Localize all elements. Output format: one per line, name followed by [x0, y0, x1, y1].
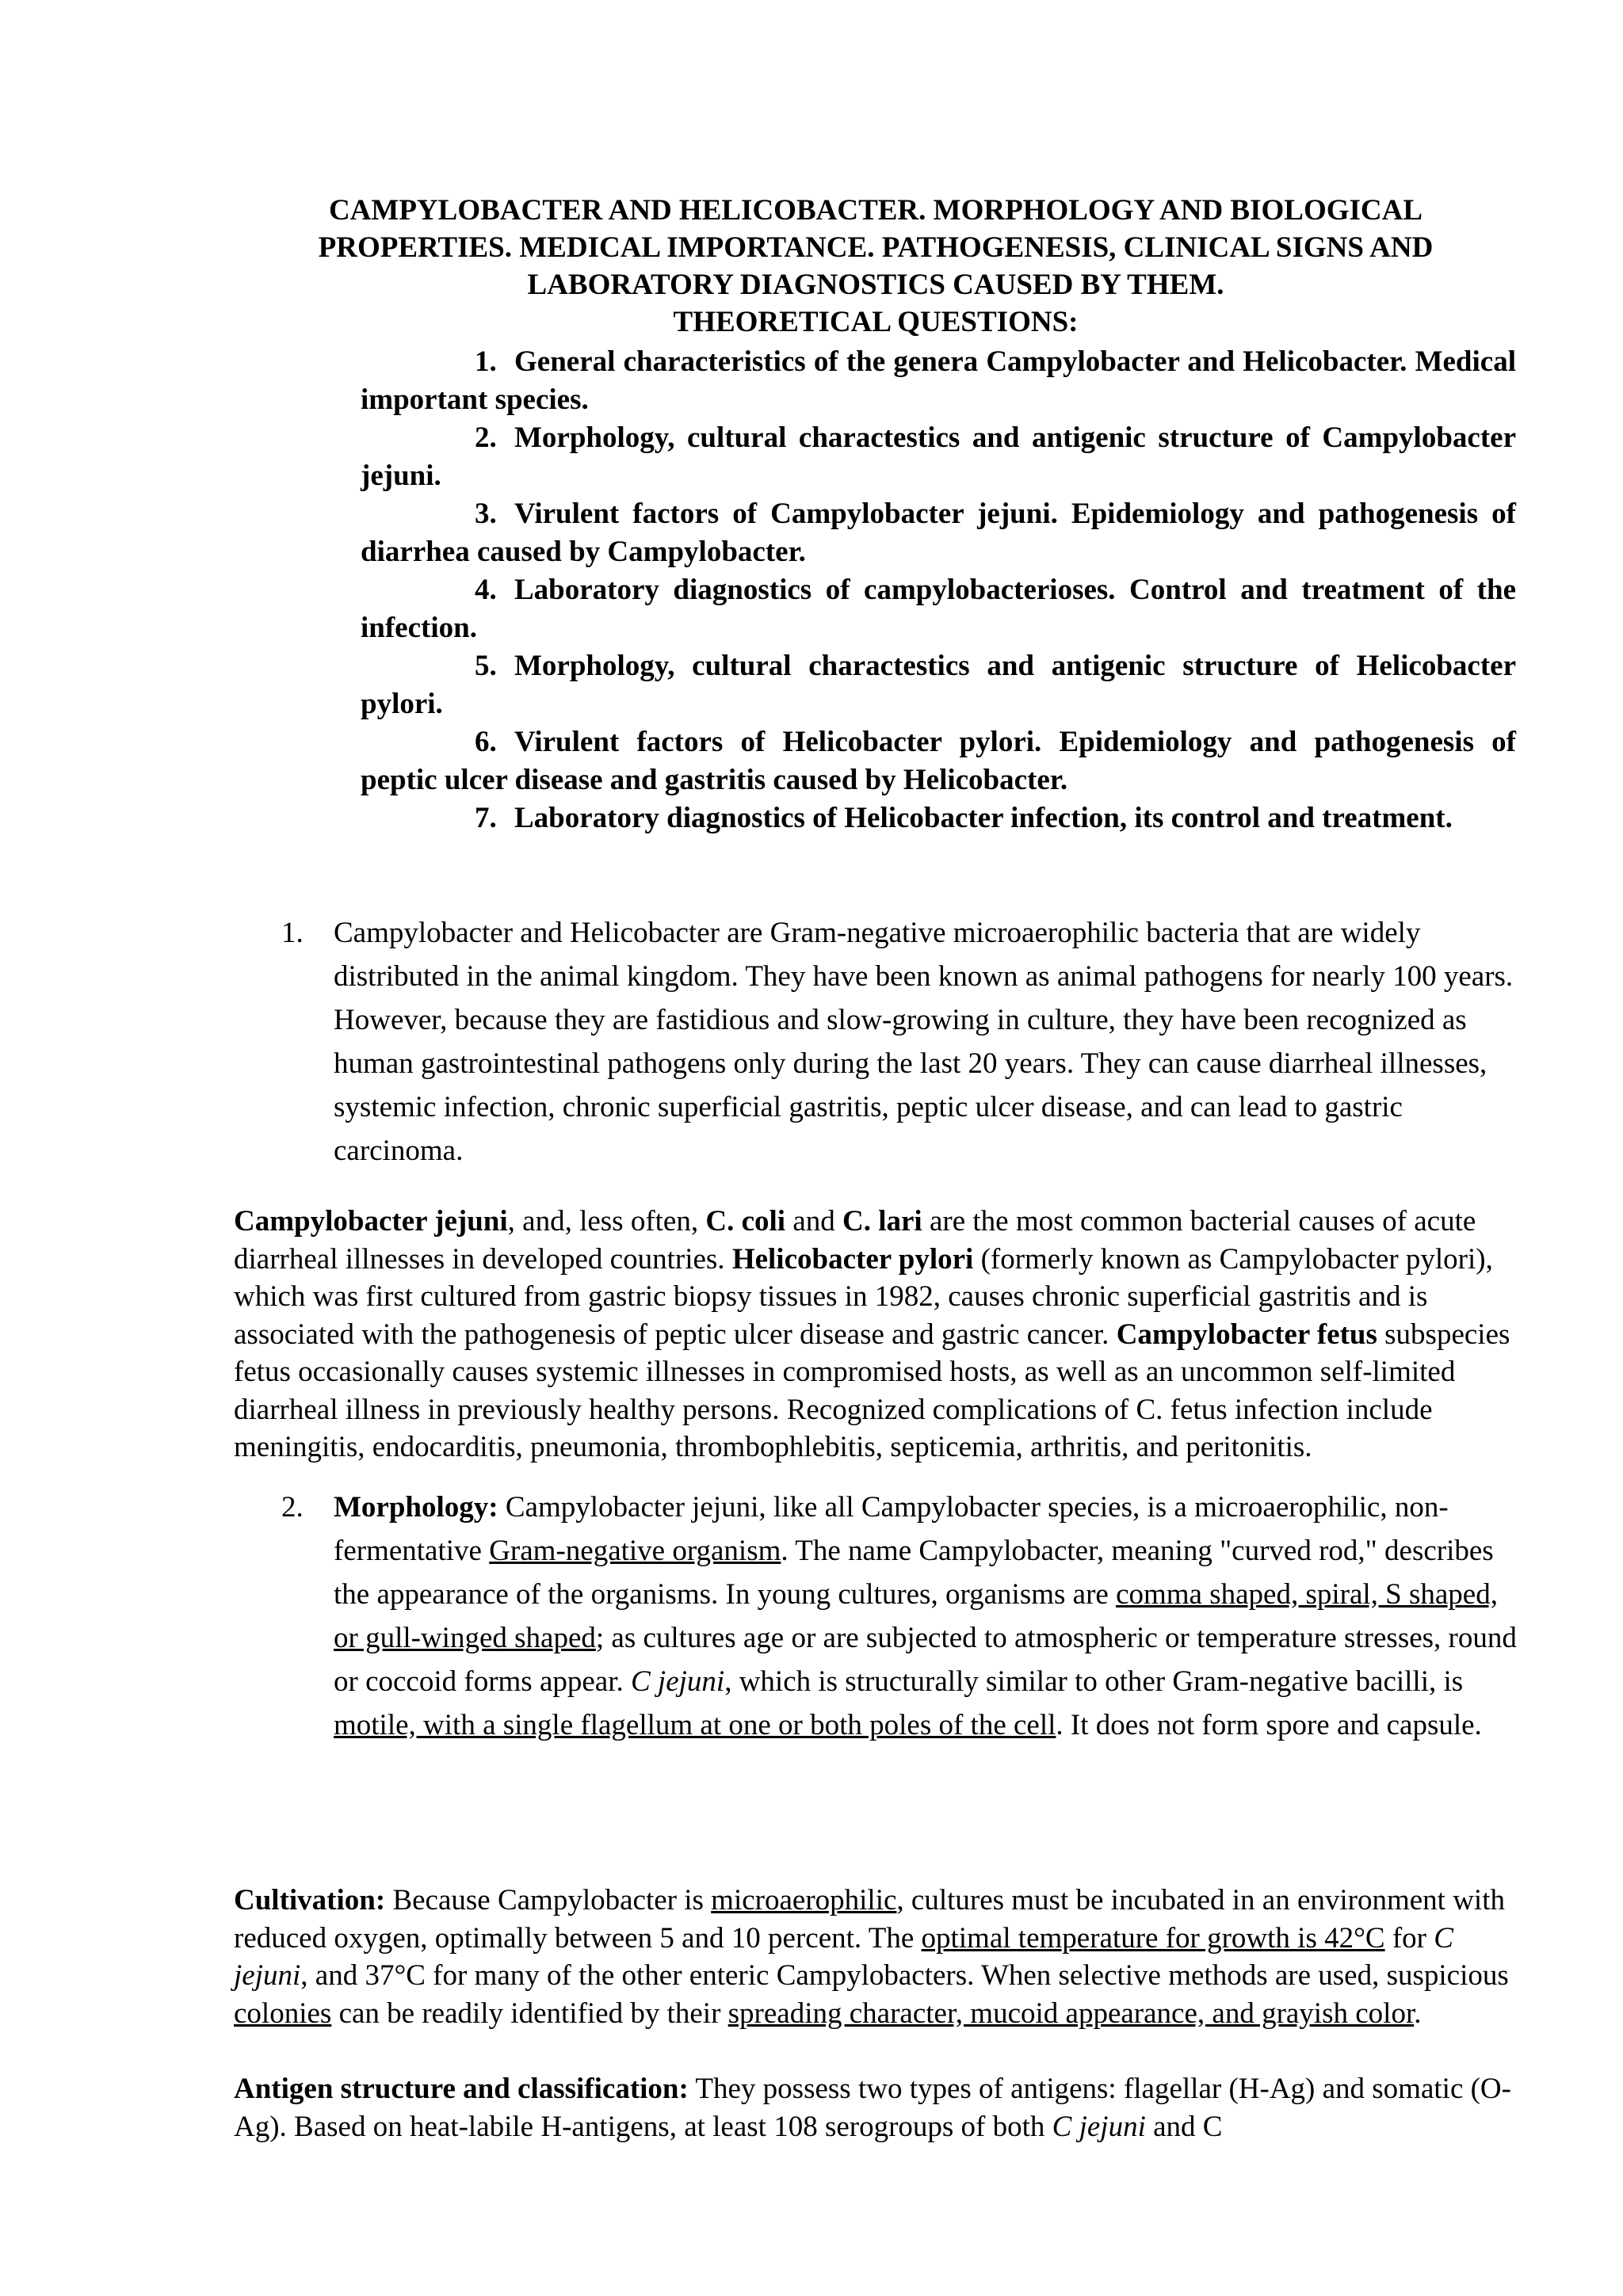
paragraph-text: . — [1414, 1997, 1422, 2030]
question-item — [361, 723, 1516, 799]
answer-item-1 — [281, 911, 1518, 1173]
question-item — [361, 495, 1516, 571]
paragraph-text: ; as cultures age or are subjected to atmospheric or temperature stresses, round or coccoid forms appear. — [334, 1622, 1517, 1698]
paragraph-text: . It does not form spore and capsule. — [1056, 1709, 1482, 1741]
question-item — [361, 799, 1516, 837]
paragraph-text: are the most common bacterial causes of acute diarrheal illnesses in developed countries. — [234, 1205, 1476, 1276]
paragraph-text: , and 37°C for many of the other enteric Campylobacters. When selective methods are used, suspicious — [300, 1959, 1509, 1992]
title-line-2: PROPERTIES. MEDICAL IMPORTANCE. PATHOGENESIS, CLINICAL SIGNS AND — [318, 231, 1434, 264]
question-text: General characteristics of the genera Campylobacter and Helicobacter. Medical important species. — [361, 345, 1516, 416]
question-item — [361, 343, 1516, 419]
list-number: 2. — [281, 1491, 304, 1524]
theoretical-questions-list — [361, 343, 1516, 837]
title-line-3: LABORATORY DIAGNOSTICS CAUSED BY THEM. — [527, 269, 1224, 301]
question-number: 3. — [475, 498, 497, 530]
question-text: Morphology, cultural charactestics and antigenic structure of Helicobacter pylori. — [361, 650, 1516, 720]
paragraph-text: and C — [1145, 2110, 1223, 2143]
underlined-term: comma shaped, spiral, S shaped, or gull-winged shaped — [334, 1578, 1498, 1654]
answer-1-text: Campylobacter and Helicobacter are Gram-negative microaerophilic bacteria that are widely distributed in the animal kingdom. They have been known as animal pathogens for nearly 100 years. However, because they are fastidious and slow-growing in culture, they have been recognized as human gastrointestinal pathogens only during the last 20 years. They can cause diarrheal illnesses, systemic infection, chronic superficial gastritis, peptic ulcer disease, and can lead to gastric carcinoma. — [334, 917, 1514, 1167]
question-item — [361, 571, 1516, 647]
paragraph-text: and — [785, 1205, 842, 1238]
paragraph-text: for — [1384, 1921, 1434, 1955]
morphology-label: Morphology: — [334, 1491, 498, 1524]
paragraph-text: They possess two types of antigens: flagellar (H-Ag) and somatic (O-Ag). Based on heat-labile H-antigens, at least 108 serogroups of both — [234, 2073, 1511, 2143]
question-text: Laboratory diagnostics of Helicobacter infection, its control and treatment. — [514, 802, 1453, 834]
question-item — [361, 647, 1516, 723]
cultivation-label: Cultivation: — [234, 1884, 386, 1917]
question-number: 5. — [475, 650, 497, 682]
question-number: 7. — [475, 802, 497, 834]
paragraph-text: , and, less often, — [507, 1205, 706, 1238]
paragraph-text: . The name Campylobacter, meaning "curved rod," describes the appearance of the organisms. In young cultures, organisms are — [334, 1535, 1494, 1611]
answer-item-2 — [281, 1486, 1518, 1747]
morphology-paragraph — [334, 1486, 1518, 1747]
section-heading-theoretical-questions: THEORETICAL QUESTIONS: — [673, 306, 1079, 338]
antigen-paragraph — [234, 2070, 1522, 2145]
title-line-1: CAMPYLOBACTER AND HELICOBACTER. MORPHOLOGY AND BIOLOGICAL — [328, 194, 1423, 227]
paragraph-text: , which is structurally similar to other Gram-negative bacilli, is — [724, 1665, 1464, 1698]
question-text: Morphology, cultural charactestics and antigenic structure of Campylobacter jejuni. — [361, 421, 1516, 492]
underlined-term: Gram-negative organism — [489, 1535, 781, 1567]
list-number: 1. — [281, 917, 304, 949]
species-paragraph — [234, 1203, 1522, 1466]
italic-term: C jejuni — [234, 1921, 1453, 1992]
bold-term: Campylobacter fetus — [1116, 1318, 1377, 1351]
bold-term: C. coli — [705, 1205, 786, 1238]
underlined-term: colonies — [234, 1997, 332, 2030]
paragraph-text: Because Campylobacter is — [385, 1884, 712, 1917]
antigen-label: Antigen structure and classification: — [234, 2073, 689, 2105]
bold-term: Campylobacter jejuni — [234, 1205, 508, 1238]
question-number: 6. — [475, 726, 497, 758]
question-number: 4. — [475, 574, 497, 606]
cultivation-paragraph — [234, 1882, 1522, 2032]
question-number: 2. — [475, 421, 497, 454]
question-text: Laboratory diagnostics of campylobacterioses. Control and treatment of the infection. — [361, 574, 1516, 644]
bold-term: Helicobacter pylori — [731, 1242, 974, 1276]
paragraph-text: , cultures must be incubated in an environment with reduced oxygen, optimally between 5 and 10 percent. The — [234, 1884, 1505, 1955]
question-item — [361, 419, 1516, 495]
paragraph-text: Campylobacter jejuni, like all Campylobacter species, is a microaerophilic, non-fermentative — [334, 1491, 1449, 1567]
underlined-term: microaerophilic — [711, 1884, 897, 1917]
document-title — [230, 192, 1522, 341]
paragraph-text: can be readily identified by their — [331, 1997, 728, 2030]
bold-term: C. lari — [842, 1205, 922, 1238]
question-number: 1. — [475, 345, 497, 378]
italic-term: C jejuni — [1052, 2110, 1146, 2143]
paragraph-text: (formerly known as Campylobacter pylori), which was first cultured from gastric biopsy tissues in 1982, causes chronic superficial gastritis and is associated with the pathogenesis of peptic ulcer disease and gastric cancer. — [234, 1242, 1493, 1351]
question-text: Virulent factors of Campylobacter jejuni. Epidemiology and pathogenesis of diarrhea caused by Campylobacter. — [361, 498, 1516, 568]
underlined-term: spreading character, mucoid appearance, and grayish color — [727, 1997, 1415, 2030]
underlined-term: optimal temperature for growth is 42°C — [921, 1921, 1385, 1955]
italic-term: C jejuni — [631, 1665, 725, 1698]
underlined-term: motile, with a single flagellum at one or both poles of the cell — [334, 1709, 1056, 1741]
question-text: Virulent factors of Helicobacter pylori. Epidemiology and pathogenesis of peptic ulcer disease and gastritis caused by Helicobacter. — [361, 726, 1516, 796]
paragraph-text: subspecies fetus occasionally causes systemic illnesses in compromised hosts, as well as an uncommon self-limited diarrheal illness in previously healthy persons. Recognized complications of C. fetus infection include meningitis, endocarditis, pneumonia, thrombophlebitis, septicemia, arthritis, and peritonitis. — [234, 1318, 1510, 1463]
